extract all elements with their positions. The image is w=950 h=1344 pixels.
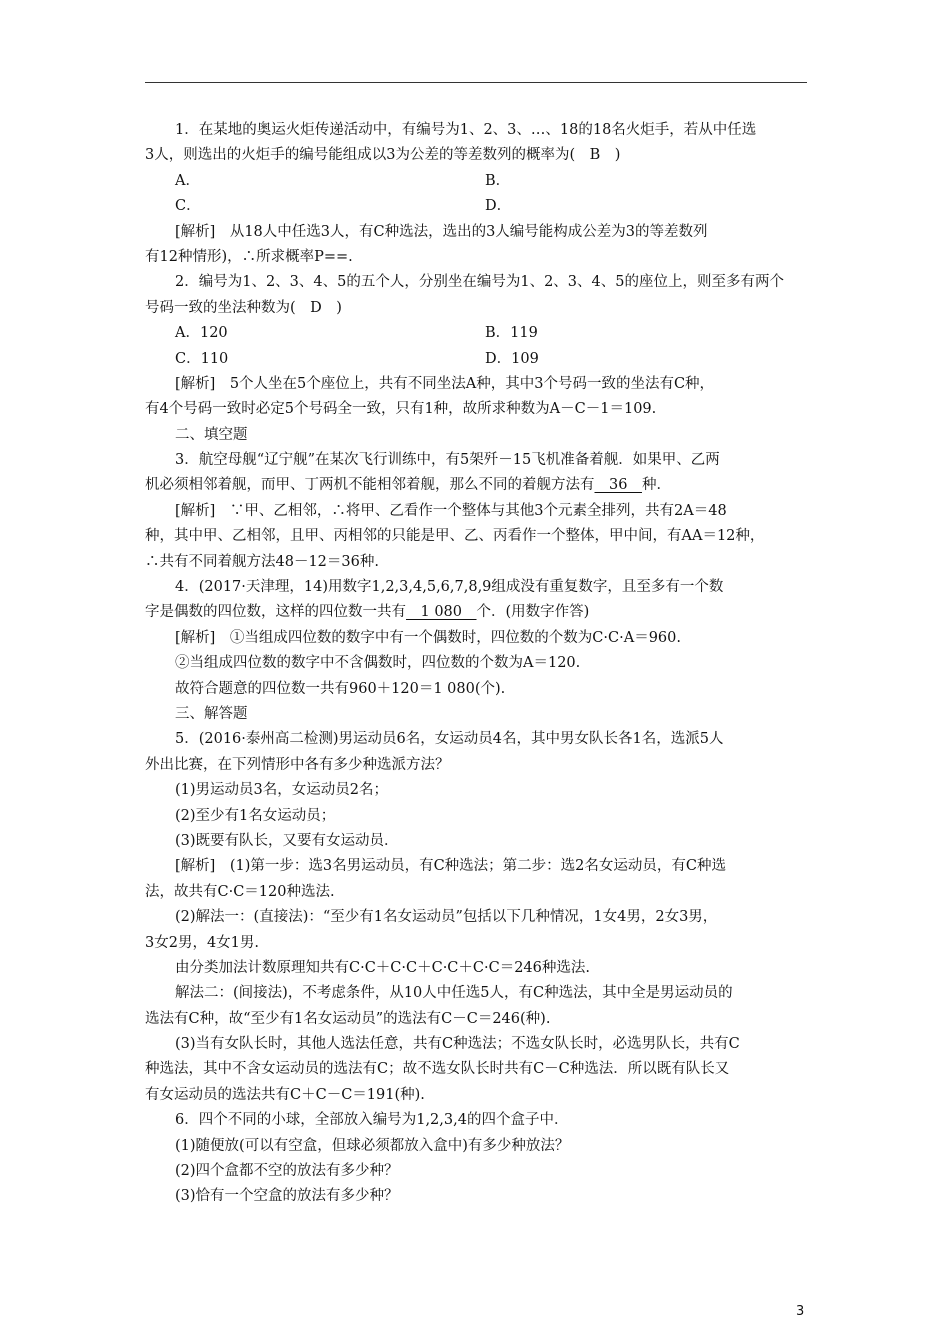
q5-solution-7: 选法有C种，故“至少有1名女运动员”的选法有C－C＝246(种).: [145, 1010, 551, 1027]
q1-options-cd: [145, 194, 813, 219]
q2-stem: 2．编号为1、2、3、4、5的五个人，分别坐在编号为1、2、3、4、5的座位上，则至多有两个: [175, 274, 784, 291]
q4-stem-text: 字是偶数的四位数，这样的四位数一共有: [145, 604, 406, 621]
q6-sub-3: (3)恰有一个空盒的放法有多少种？: [175, 1188, 399, 1205]
q3-stem-text: 机必须相邻着舰，而甲、丁两机不能相邻着舰，那么不同的着舰方法有: [145, 477, 595, 494]
q1-option-d: D．: [485, 198, 512, 215]
q5-stem: 5．(2016·泰州高二检测)男运动员6名，女运动员4名，其中男女队长各1名，选派5人: [175, 731, 724, 748]
q2-option-c: C．110: [175, 350, 229, 367]
q1-solution-cont: 有12种情形)，∴所求概率P==.: [145, 248, 353, 265]
q2-options-cd: [145, 347, 813, 372]
q5-solution-6: 解法二：(间接法)，不考虑条件，从10人中任选5人，有C种选法，其中全是男运动员的: [175, 985, 733, 1002]
q2-solution-cont: 有4个号码一致时必定5个号码全一致，只有1种，故所求种数为A－C－1＝109.: [145, 401, 657, 418]
q1-option-a: A．: [175, 172, 200, 189]
q5-solution-10: 有女运动员的选法共有C＋C－C＝191(种).: [145, 1086, 425, 1103]
q1-option-b: B．: [485, 172, 511, 189]
q5-solution-3: (2)解法一：(直接法)：“至少有1名女运动员”包括以下几种情况，1女4男，2女3男，: [175, 909, 718, 926]
q5-sub-2: (2)至少有1名女运动员；: [175, 807, 336, 824]
q3-stem: 3．航空母舰“辽宁舰”在某次飞行训练中，有5架歼－15飞机准备着舰．如果甲、乙两: [175, 452, 720, 469]
header-rule: [145, 82, 807, 83]
section-answer: 三、解答题: [175, 705, 248, 722]
q4-solution-2: ②当组成四位数的数字中不含偶数时，四位数的个数为A＝120.: [175, 655, 581, 672]
q1-stem: 1．在某地的奥运火炬传递活动中，有编号为1、2、3、…、18的18名火炬手，若从中任选: [175, 122, 757, 138]
q1-option-c: C．: [175, 198, 201, 215]
q2-option-b: B．119: [485, 325, 538, 342]
q4-solution: [解析] ①当组成四位数的数字中有一个偶数时，四位数的个数为C·C·A＝960.: [175, 629, 681, 646]
q5-solution-1: [解析] (1)第一步：选3名男运动员，有C种选法；第二步：选2名女运动员，有C种选: [175, 858, 726, 875]
q5-sub-3: (3)既要有队长，又要有女运动员．: [175, 832, 399, 849]
q5-solution-5: 由分类加法计数原理知共有C·C＋C·C＋C·C＋C·C＝246种选法.: [175, 959, 590, 976]
q1-solution: [解析] 从18人中任选3人，有C种选法，选出的3人编号能构成公差为3的等差数列: [175, 223, 708, 240]
page-number: 3: [796, 1304, 805, 1319]
q6-sub-2: (2)四个盒都不空的放法有多少种？: [175, 1163, 399, 1180]
q1-stem-cont: 3人，则选出的火炬手的编号能组成以3为公差的等差数列的概率为( B ): [145, 147, 621, 164]
q5-sub-1: (1)男运动员3名，女运动员2名；: [175, 782, 388, 799]
q3-stem-tail: 种．: [641, 477, 671, 494]
q5-stem-cont: 外出比赛，在下列情形中各有多少种选派方法？: [145, 756, 450, 773]
q3-stem-cont: [145, 473, 813, 498]
q4-stem-tail: 个．(用数字作答): [476, 604, 590, 621]
q2-stem-cont: 号码一致的坐法种数为( D ): [145, 299, 342, 316]
q4-stem-cont: [145, 600, 813, 625]
q6-sub-1: (1)随便放(可以有空盒，但球必须都放入盒中)有多少种放法？: [175, 1137, 570, 1154]
document-body: [145, 118, 813, 1210]
q2-option-d: D．109: [485, 350, 539, 367]
q5-solution-4: 3女2男，4女1男.: [145, 934, 260, 951]
section-fill-blank: 二、填空题: [175, 426, 248, 443]
q2-solution: [解析] 5个人坐在5个座位上，共有不同坐法A种，其中3个号码一致的坐法有C种，: [175, 375, 715, 392]
q3-solution-end: ∴共有不同着舰方法48－12＝36种.: [145, 553, 379, 570]
q4-stem: 4．(2017·天津理，14)用数字1,2,3,4,5,6,7,8,9组成没有重复数字，且至多有一个数: [175, 579, 724, 596]
q3-solution: [解析] ∵甲、乙相邻，∴将甲、乙看作一个整体与其他3个元素全排列，共有2A＝48: [175, 502, 727, 519]
q3-answer-blank: __36__: [594, 477, 642, 494]
q3-solution-cont: 种，其中甲、乙相邻，且甲、丙相邻的只能是甲、乙、丙看作一个整体，甲中间，有AA＝12种，: [145, 528, 765, 545]
q2-options-ab: [145, 321, 813, 346]
q5-solution-2: 法，故共有C·C＝120种选法.: [145, 883, 335, 900]
q5-solution-8: (3)当有女队长时，其他人选法任意，共有C种选法；不选女队长时，必选男队长，共有C: [175, 1036, 740, 1053]
q5-solution-9: 种选法，其中不含女运动员的选法有C；故不选女队长时共有C－C种选法．所以既有队长又: [145, 1061, 730, 1078]
q4-answer-blank: __1 080__: [406, 604, 477, 621]
q2-option-a: A．120: [175, 325, 228, 342]
q1-options-ab: [145, 169, 813, 194]
q4-solution-3: 故符合题意的四位数一共有960＋120＝1 080(个).: [175, 680, 506, 697]
q6-stem: 6．四个不同的小球，全部放入编号为1,2,3,4的四个盒子中．: [175, 1112, 569, 1129]
